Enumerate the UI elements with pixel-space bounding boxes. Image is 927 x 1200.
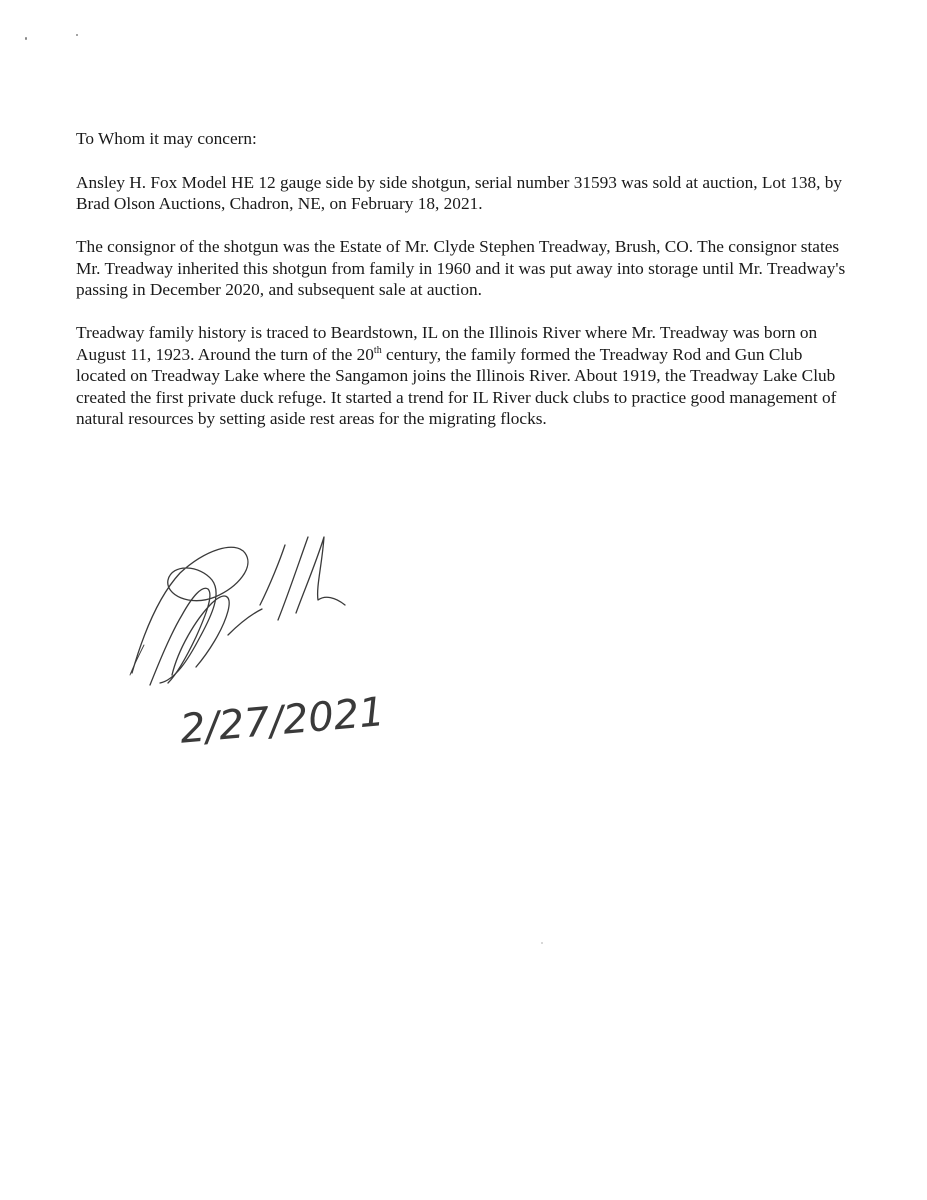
scan-speck (25, 37, 27, 40)
handwritten-date: 2/27/2021 (178, 689, 387, 753)
salutation: To Whom it may concern: (76, 129, 257, 148)
letter-body (76, 128, 856, 451)
paragraph-family-history-part1: Treadway family history is traced to Beardstown, IL on the Illinois River where Mr. Treadway was born on August 11, 1923. Around the turn of the 20 (76, 323, 818, 364)
paragraph-family-history (76, 322, 856, 430)
paragraph-sale: Ansley H. Fox Model HE 12 gauge side by side shotgun, serial number 31593 was sold at auction, Lot 138, by Brad Olson Auctions, Chadron, NE, on February 18, 2021. (76, 172, 843, 213)
scan-speck (541, 942, 543, 944)
handwritten-signature (120, 525, 440, 755)
paragraph-family-history-part2: century, the family formed the Treadway Rod and Gun Club located on Treadway Lake where the Sangamon joins the Illinois River. About 1919, the Treadway Lake Club created the first private duck refuge. It started a trend for IL River duck clubs to practice good management of natural resources by setting aside rest areas for the migrating flocks. (76, 344, 837, 428)
ordinal-superscript: th (373, 344, 382, 356)
signature-block (120, 525, 440, 755)
paragraph-consignor: The consignor of the shotgun was the Estate of Mr. Clyde Stephen Treadway, Brush, CO. The consignor states Mr. Treadway inherited this shotgun from family in 1960 and it was put away into storage until Mr. Treadway's passing in December 2020, and subsequent sale at auction. (76, 237, 846, 299)
scan-speck (76, 34, 78, 36)
